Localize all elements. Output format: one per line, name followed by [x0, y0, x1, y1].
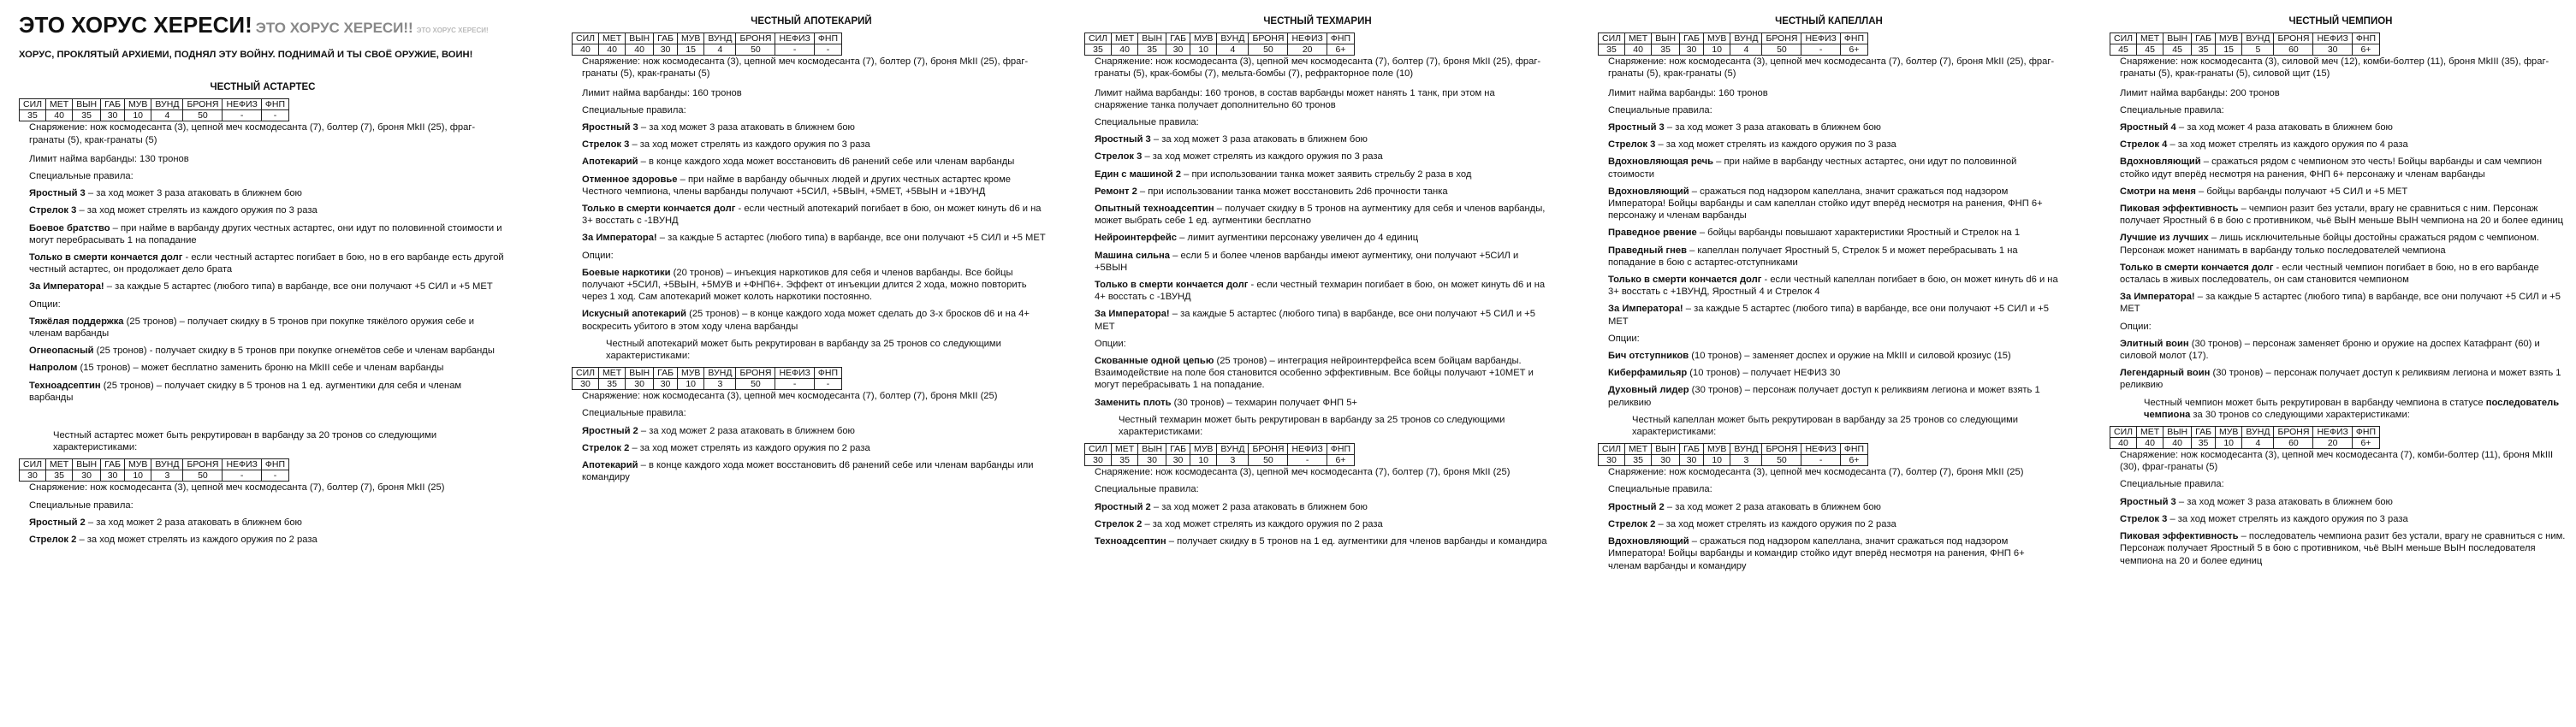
recruit-text: Честный капеллан может быть рекрутирован в варбанду за 25 тронов со следующими характеристиками:	[1632, 414, 2019, 438]
rule-item: Яростный 3 – за ход может 3 раза атаковать в ближнем бою	[29, 188, 302, 199]
stat-header-row: СИЛ МЕТ ВЫН ГАБ МУВ ВУНД БРОНЯ НЕФИЗ ФНП	[573, 33, 842, 44]
rule-item: За Императора! – за каждые 5 астартес (любого типа) в варбанде, все они получают +5 СИЛ и +5 МЕТ	[1095, 309, 1535, 332]
rule-item: Праведное рвение – бойцы варбанды повышают характеристики Яростный и Стрелок на 1	[1608, 228, 2021, 239]
rule-item: Стрелок 2 – за ход может стрелять из каждого оружия по 2 раза	[29, 535, 318, 546]
column-astartes	[19, 9, 507, 551]
option-item: Элитный воин (30 тронов) – персонаж заменяет броню и оружие на доспех Катафрант (60) и силовой молот (17).	[2120, 338, 2540, 362]
stat-table	[1598, 33, 1868, 56]
stat-table-follower	[19, 458, 289, 482]
stat-table	[1084, 33, 1355, 56]
rule-item: Яростный 3 – за ход может 3 раза атаковать в ближнем бою	[582, 122, 855, 133]
equipment-text: Снаряжение: нож космодесанта (3), цепной меч космодесанта (7), болтер (7), броня MkII (25)	[582, 391, 998, 402]
stat-header-row: СИЛ МЕТ ВЫН ГАБ МУВ ВУНД БРОНЯ НЕФИЗ ФНП	[1599, 33, 1868, 44]
rule-item: Опытный техноадсептин – получает скидку в 5 тронов на аугментику для себя и членов варбанды, может выбрать себе 1 ед. аугментики бесплатно	[1095, 204, 1546, 227]
special-rules-label: Специальные правила:	[1095, 484, 1199, 495]
stat-value-row: 35 40 35 30 10 4 50 20 6+	[1085, 44, 1355, 56]
option-item: Бич отступников (10 тронов) – заменяет доспех и оружие на MkIII и силовой крозиус (15)	[1608, 351, 2011, 362]
special-rules-label: Специальные правила:	[582, 408, 686, 419]
recruit-text: Честный чемпион может быть рекрутирован в варбанду чемпиона в статусе последователь чемпиона за 30 тронов со следующими характеристиками:	[2144, 397, 2560, 420]
rule-item: Вдохновляющий – сражаться рядом с чемпионом это честь! Бойцы варбанды и сам чемпион стойко идут вперёд несмотря на ранения, ФНП 6+ персонажу и членам варбанды	[2120, 157, 2543, 180]
stat-value-row: 35 40 35 30 10 4 50 - 6+	[1599, 44, 1868, 56]
option-item: Заменить плоть (30 тронов) – техмарин получает ФНП 5+	[1095, 397, 1357, 408]
stat-value-row: 40 40 40 30 15 4 50 - -	[573, 44, 842, 56]
stat-header-row: СИЛ МЕТ ВЫН ГАБ МУВ ВУНД БРОНЯ НЕФИЗ ФНП	[1085, 444, 1355, 455]
rule-item: Техноадсептин – получает скидку в 5 тронов на 1 ед. аугментики для членов варбанды и командира	[1095, 536, 1547, 547]
special-rules-label: Специальные правила:	[29, 171, 134, 182]
rule-item: Яростный 2 – за ход может 2 раза атаковать в ближнем бою	[1095, 501, 1368, 512]
stat-value-row: 30 35 30 30 10 3 50 - 6+	[1599, 455, 1868, 466]
equipment-text: Снаряжение: нож космодесанта (3), цепной меч космодесанта (7), болтер (7), броня MkII (25), фраг-гранаты (5), крак-гранаты (5)	[29, 122, 476, 145]
option-item: Легендарный воин (30 тронов) – персонаж получает доступ к реликвиям легиона и может взять 1 реликвию	[2120, 368, 2561, 391]
hire-limit: Лимит найма варбанды: 160 тронов, в состав варбанды может нанять 1 танк, при этом на снаряжение танка получает дополнительно 60 тронов	[1095, 87, 1495, 110]
stat-value-row: 30 35 30 30 10 3 50 - -	[573, 379, 842, 390]
rule-item: Стрелок 3 – за ход может стрелять из каждого оружия по 3 раза	[1095, 151, 1383, 163]
options-label: Опции:	[29, 298, 61, 310]
rule-item: Смотри на меня – бойцы варбанды получают +5 СИЛ и +5 МЕТ	[2120, 186, 2408, 197]
equipment-text: Снаряжение: нож космодесанта (3), цепной меч космодесанта (7), болтер (7), броня MkII (25)	[29, 482, 445, 494]
hire-limit: Лимит найма варбанды: 160 тронов	[1608, 87, 1768, 98]
stat-table	[572, 33, 842, 56]
section-heading: ЧЕСТНЫЙ КАПЕЛЛАН	[1775, 16, 1883, 27]
hire-limit: Лимит найма варбанды: 160 тронов	[582, 87, 742, 98]
rule-item: Стрелок 3 – за ход может стрелять из каждого оружия по 3 раза	[2120, 513, 2408, 524]
special-rules-label: Специальные правила:	[1095, 117, 1199, 128]
column-champion	[2110, 9, 2572, 572]
rule-item: Яростный 4 – за ход может 4 раза атаковать в ближнем бою	[2120, 122, 2393, 133]
stat-table	[19, 98, 289, 121]
stat-table-follower	[1598, 443, 1868, 466]
stat-value-row: 30 35 30 30 10 3 50 - 6+	[1085, 455, 1355, 466]
stat-header-row: СИЛ МЕТ ВЫН ГАБ МУВ ВУНД БРОНЯ НЕФИЗ ФНП	[573, 368, 842, 379]
stat-value-row: 35 40 35 30 10 4 50 - -	[20, 110, 289, 121]
stat-value-row: 40 40 40 35 10 4 60 20 6+	[2110, 438, 2380, 449]
stat-table	[2110, 33, 2380, 56]
equipment-text: Снаряжение: нож космодесанта (3), цепной меч космодесанта (7), болтер (7), броня MkII (25), фраг-гранаты (5), крак-гранаты (5)	[1608, 56, 2055, 80]
option-item: Киберфамильяр (10 тронов) – получает НЕФИЗ 30	[1608, 368, 1841, 379]
section-heading: ЧЕСТНЫЙ ТЕХМАРИН	[1263, 16, 1372, 27]
equipment-text: Снаряжение: нож космодесанта (3), цепной меч космодесанта (7), болтер (7), броня MkII (25), фраг-гранаты (5), крак-гранаты (5)	[582, 56, 1029, 80]
rule-item: Ремонт 2 – при использовании танка может восстановить 2d6 прочности танка	[1095, 186, 1448, 197]
rule-item: Нейроинтерфейс – лимит аугментики персонажу увеличен до 4 единиц	[1095, 233, 1419, 244]
rule-item: Яростный 2 – за ход может 2 раза атаковать в ближнем бою	[582, 425, 855, 436]
option-item: Тяжёлая поддержка (25 тронов) – получает скидку в 5 тронов при покупке тяжёлого оружия себе и членам варбанды	[29, 316, 475, 340]
options-label: Опции:	[582, 250, 614, 261]
rule-item: Яростный 2 – за ход может 2 раза атаковать в ближнем бою	[1608, 501, 1881, 512]
options-label: Опции:	[1608, 333, 1640, 344]
rule-item: Стрелок 2 – за ход может стрелять из каждого оружия по 2 раза	[582, 442, 870, 453]
rule-item: Машина сильна – если 5 и более членов варбанды имеют аугментику, они получают +5СИЛ и +5ВЫН	[1095, 250, 1519, 273]
option-item: Искусный апотекарий (25 тронов) – в конце каждого хода может сделать до 3-х бросков d6 и на 4+ воскресить убитого в этом ходу члена варбанды	[582, 309, 1030, 332]
rule-item: Только в смерти кончается долг - если честный апотекарий погибает в бою, он может кинуть d6 и на 3+ восстать с -1ВУНД	[582, 204, 1042, 227]
hire-limit: Лимит найма варбанды: 200 тронов	[2120, 87, 2280, 98]
rule-item: Праведный гнев – капеллан получает Яростный 5, Стрелок 5 и может перебрасывать 1 на попадание в бою с астартес-отступниками	[1608, 245, 2018, 268]
equipment-text: Снаряжение: нож космодесанта (3), цепной меч космодесанта (7), болтер (7), броня MkII (25)	[1608, 467, 2024, 478]
rule-item: Един с машиной 2 – при использовании танка может заявить стрельбу 2 раза в ход	[1095, 168, 1472, 180]
rule-item: За Императора! – за каждые 5 астартес (любого типа) в варбанде, все они получают +5 СИЛ и +5 МЕТ	[582, 233, 1046, 244]
stat-header-row: СИЛ МЕТ ВЫН ГАБ МУВ ВУНД БРОНЯ НЕФИЗ ФНП	[1085, 33, 1355, 44]
subtitle: ХОРУС, ПРОКЛЯТЫЙ АРХИЕМИ, ПОДНЯЛ ЭТУ ВОЙНУ. ПОДНИМАЙ И ТЫ СВОЁ ОРУЖИЕ, ВОИН!	[19, 50, 473, 60]
stat-value-row: 45 45 45 35 15 5 60 30 6+	[2110, 44, 2380, 56]
main-title: ЭТО ХОРУС ХЕРЕСИ! ЭТО ХОРУС ХЕРЕСИ!! ЭТО ХОРУС ХЕРЕСИ!	[19, 12, 489, 38]
rule-item: Стрелок 2 – за ход может стрелять из каждого оружия по 2 раза	[1095, 518, 1383, 529]
special-rules-label: Специальные правила:	[29, 499, 134, 511]
stat-header-row: СИЛ МЕТ ВЫН ГАБ МУВ ВУНД БРОНЯ НЕФИЗ ФНП	[2110, 427, 2380, 438]
stat-header-row: СИЛ МЕТ ВЫН ГАБ МУВ ВУНД БРОНЯ НЕФИЗ ФНП	[1599, 444, 1868, 455]
column-techmarine	[1084, 9, 1551, 553]
recruit-text: Честный апотекарий может быть рекрутирован в варбанду за 25 тронов со следующими характеристиками:	[606, 338, 1001, 362]
section-heading: ЧЕСТНЫЙ АПОТЕКАРИЙ	[751, 16, 872, 27]
rule-item: За Императора! – за каждые 5 астартес (любого типа) в варбанде, все они получают +5 СИЛ и +5 МЕТ	[29, 281, 493, 293]
recruit-text: Честный астартес может быть рекрутирован в варбанду за 20 тронов со следующими характеристиками:	[53, 430, 437, 453]
rule-item: Стрелок 3 – за ход может стрелять из каждого оружия по 3 раза	[582, 139, 870, 151]
special-rules-label: Специальные правила:	[1608, 484, 1712, 495]
equipment-text: Снаряжение: нож космодесанта (3), силовой меч (12), комби-болтер (11), броня MkIII (35), фраг-гранаты (5), крак-гранаты (5), силовой щит (15)	[2120, 56, 2549, 80]
equipment-text: Снаряжение: нож космодесанта (3), цепной меч космодесанта (7), болтер (7), броня MkII (25), фраг-гранаты (5), крак-бомбы (7), мельта-бомбы (7), рефракторное поле (10)	[1095, 56, 1541, 80]
rule-item: Яростный 3 – за ход может 3 раза атаковать в ближнем бою	[1095, 134, 1368, 145]
rule-item: Яростный 2 – за ход может 2 раза атаковать в ближнем бою	[29, 517, 302, 528]
option-item: Духовный лидер (30 тронов) – персонаж получает доступ к реликвиям легиона и может взять 1 реликвию	[1608, 385, 2040, 408]
stat-table-follower	[572, 367, 842, 390]
stat-table-follower	[2110, 426, 2380, 449]
rule-item: Стрелок 3 – за ход может стрелять из каждого оружия по 3 раза	[1608, 139, 1896, 151]
rule-item: Пиковая эффективность – чемпион разит без устали, врагу не сравниться с ним. Персонаж получает Яростный 6 в бою с противником, чьё ВЫН меньше ВЫН чемпиона на 20 и более единиц	[2120, 204, 2564, 227]
option-item: Боевые наркотики (20 тронов) – инъекция наркотиков для себя и членов варбанды. Все бойцы получают +5СИЛ, +5ВЫН, +5МУВ и +ФНП6+. Эффект от инъекции длится 2 хода, можно повторить через 1 ход. Сам апотекарий может колоть наркотики постоянно.	[582, 267, 1027, 303]
option-item: Огнеопасный (25 тронов) - получает скидку в 5 тронов при покупке огнемётов себе и членам варбанды	[29, 346, 495, 357]
title-echo: ЭТО ХОРУС ХЕРЕСИ!!	[255, 20, 413, 36]
special-rules-label: Специальные правила:	[2120, 104, 2224, 115]
rule-item: Только в смерти кончается долг - если честный капеллан погибает в бою, он может кинуть d6 и на 3+ восстать с +1ВУНД, Яростный 4 и Стрелок 4	[1608, 275, 2058, 298]
options-label: Опции:	[1095, 338, 1126, 349]
rule-item: Апотекарий – в конце каждого хода может восстановить d6 ранений себе или членам варбанды или командиру	[582, 460, 1034, 483]
equipment-text: Снаряжение: нож космодесанта (3), цепной меч космодесанта (7), комби-болтер (11), броня MkIII (30), фраг-гранаты (5)	[2120, 450, 2554, 473]
stat-header-row: СИЛ МЕТ ВЫН ГАБ МУВ ВУНД БРОНЯ НЕФИЗ ФНП	[2110, 33, 2380, 44]
stat-table-follower	[1084, 443, 1355, 466]
rule-item: Только в смерти кончается долг - если честный чемпион погибает в бою, но в его варбанде осталась в живых последователь, он сам становится чемпионом	[2120, 262, 2539, 286]
rule-item: Пиковая эффективность – последователь чемпиона разит без устали, врагу не сравниться с ним. Персонаж получает Яростный 5 в бою с противником, чьё ВЫН меньше ВЫН последователя чемпиона на 20 и более единиц	[2120, 531, 2566, 566]
section-heading: ЧЕСТНЫЙ ЧЕМПИОН	[2288, 16, 2393, 27]
option-item: Скованные одной цепью (25 тронов) – интеграция нейроинтерфейса всем бойцам варбанды. Взаимодействие на поле боя становится особенно эффективным. Все бойцы получают +10МЕТ и могут перебрасывать 1 на попадание.	[1095, 356, 1534, 391]
rule-item: Вдохновляющий – сражаться под надзором капеллана, значит сражаться под надзором Императора! Бойцы варбанды и сам капеллан стойко идут вперёд несмотря на ранения, ФНП 6+ персонажу и членам варбанды	[1608, 186, 2043, 222]
rule-item: За Императора! – за каждые 5 астартес (любого типа) в варбанде, все они получают +5 СИЛ и +5 МЕТ	[2120, 292, 2561, 315]
rule-item: Только в смерти кончается долг - если честный астартес погибает в бою, но в его варбанде есть другой честный астартес, он продолжает дело брата	[29, 252, 504, 275]
option-item: Техноадсептин (25 тронов) – получает скидку в 5 тронов на 1 ед. аугментики для себя и членам варбанды	[29, 380, 462, 403]
stat-header-row: СИЛ МЕТ ВЫН ГАБ МУВ ВУНД БРОНЯ НЕФИЗ ФНП	[20, 99, 289, 110]
section-heading: ЧЕСТНЫЙ АСТАРТЕС	[210, 82, 316, 93]
special-rules-label: Специальные правила:	[1608, 104, 1712, 115]
rule-item: Вдохновляющий – сражаться под надзором капеллана, значит сражаться под надзором Императора! Бойцы варбанды и командир стойко идут вперёд несмотря на ранения, ФНП 6+ членам варбанды и командиру	[1608, 536, 2025, 571]
options-label: Опции:	[2120, 321, 2152, 332]
rule-item: Боевое братство – при найме в варбанду других честных астартес, они идут по половинной стоимости и могут перебрасывать 1 на попадание	[29, 222, 502, 245]
rule-item: Яростный 3 – за ход может 3 раза атаковать в ближнем бою	[1608, 122, 1881, 133]
special-rules-label: Специальные правила:	[2120, 479, 2224, 490]
rule-item: Лучшие из лучших – лишь исключительные бойцы достойны сражаться рядом с чемпионом. Персонаж может нанимать в варбанду только последователей чемпиона	[2120, 233, 2539, 256]
stat-header-row: СИЛ МЕТ ВЫН ГАБ МУВ ВУНД БРОНЯ НЕФИЗ ФНП	[20, 459, 289, 470]
equipment-text: Снаряжение: нож космодесанта (3), цепной меч космодесанта (7), болтер (7), броня MkII (25)	[1095, 467, 1511, 478]
option-item: Напролом (15 тронов) – может бесплатно заменить броню на MkIII себе и членам варбанды	[29, 363, 444, 374]
rule-item: Стрелок 2 – за ход может стрелять из каждого оружия по 2 раза	[1608, 518, 1896, 529]
special-rules-label: Специальные правила:	[582, 104, 686, 115]
rule-item: За Императора! – за каждые 5 астартес (любого типа) в варбанде, все они получают +5 СИЛ и +5 МЕТ	[1608, 304, 2049, 327]
rule-item: Стрелок 3 – за ход может стрелять из каждого оружия по 3 раза	[29, 205, 318, 216]
column-apothecary	[572, 9, 1051, 488]
rule-item: Вдохновляющая речь – при найме в варбанду честных астартес, они идут по половинной стоимости	[1608, 157, 2017, 180]
recruit-text: Честный техмарин может быть рекрутирован в варбанду за 25 тронов со следующими характеристиками:	[1119, 414, 1505, 438]
hire-limit: Лимит найма варбанды: 130 тронов	[29, 153, 189, 164]
rule-item: Только в смерти кончается долг - если честный техмарин погибает в бою, он может кинуть d6 и на 4+ восстать с -1ВУНД	[1095, 280, 1546, 303]
rule-item: Отменное здоровье – при найме в варбанду обычных людей и других честных астартес кроме Честного чемпиона, члены варбанды получают +5СИЛ, +5ВЫН, +5МЕТ, +5ВЫН и +1ВУНД	[582, 174, 1012, 197]
column-chaplain	[1598, 9, 2060, 577]
rule-item: Апотекарий – в конце каждого хода может восстановить d6 ранений себе или членам варбанды	[582, 157, 1015, 168]
title-echo-small: ЭТО ХОРУС ХЕРЕСИ!	[416, 27, 489, 34]
stat-value-row: 30 35 30 30 10 3 50 - -	[20, 470, 289, 482]
rule-item: Стрелок 4 – за ход может стрелять из каждого оружия по 4 раза	[2120, 139, 2408, 151]
rule-item: Яростный 3 – за ход может 3 раза атаковать в ближнем бою	[2120, 496, 2393, 507]
